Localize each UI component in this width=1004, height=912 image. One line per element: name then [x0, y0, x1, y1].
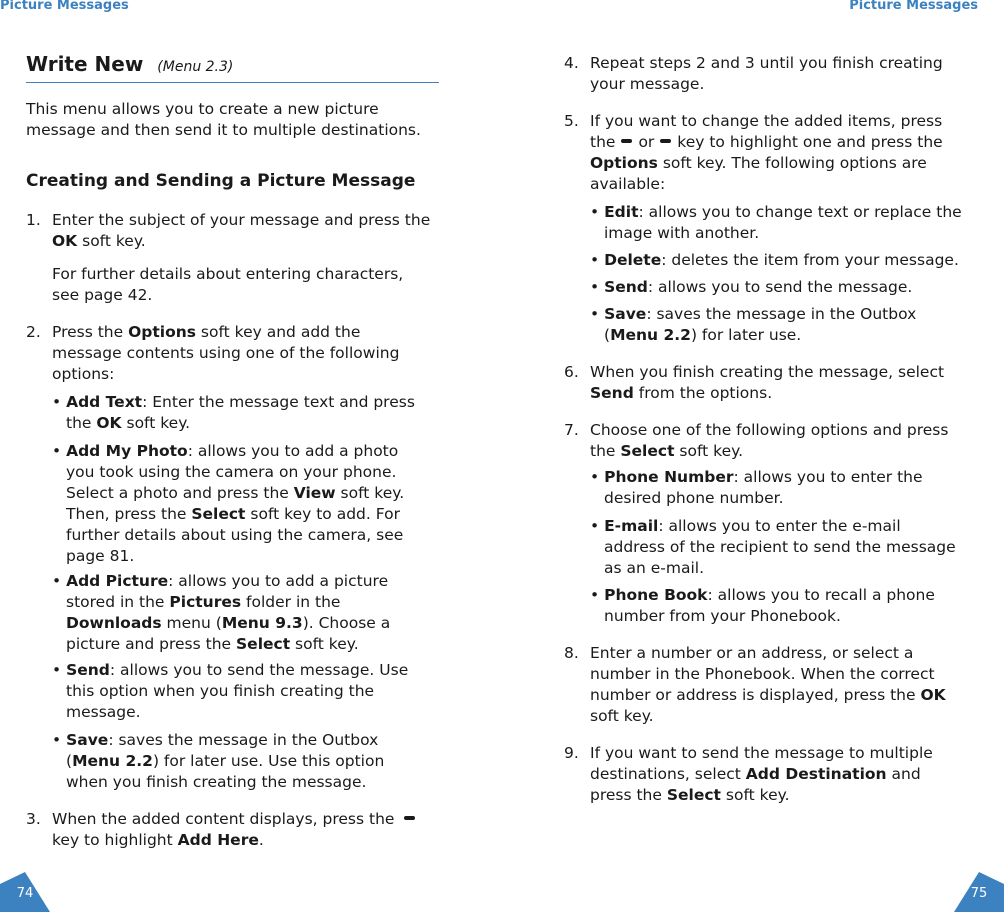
running-header: Picture Messages	[849, 0, 978, 13]
step-number: 2.	[26, 323, 41, 341]
page-number: 74	[16, 886, 34, 901]
nav-key-icon	[404, 816, 415, 820]
bullet-add-picture: • Add Picture: allows you to add a picture stored in the Pictures folder in the Downloads menu (Menu 9.3). Choose a picture and press the Select soft key.	[52, 572, 391, 653]
step-4: Repeat steps 2 and 3 until you finish creating your message.	[590, 54, 943, 93]
step-7: Choose one of the following options and press the Select soft key.	[590, 421, 949, 460]
bullet-save: • Save: saves the message in the Outbox (Menu 2.2) for later use. Use this option when you finish creating the message.	[52, 731, 385, 791]
step-2: Press the Options soft key and add the message contents using one of the following options:	[52, 323, 400, 383]
right-page	[502, 0, 1004, 912]
step-number: 7.	[564, 421, 579, 439]
bullet-add-text: • Add Text: Enter the message text and press the OK soft key.	[52, 393, 415, 432]
step-8: Enter a number or an address, or select a number in the Phonebook. When the correct number or address is displayed, press the OK soft key.	[590, 644, 946, 725]
option-delete: • Delete: deletes the item from your message.	[590, 251, 959, 269]
step-number: 3.	[26, 810, 41, 828]
step-number: 8.	[564, 644, 579, 662]
page-number-tab	[0, 872, 50, 912]
step-number: 4.	[564, 54, 579, 72]
option-phone-book: • Phone Book: allows you to recall a phone number from your Phonebook.	[590, 586, 935, 625]
option-send: • Send: allows you to send the message.	[590, 278, 913, 296]
option-edit: • Edit: allows you to change text or replace the image with another.	[590, 203, 962, 242]
step-5: If you want to change the added items, press the or key to highlight one and press the Options soft key. The following options are available:	[590, 112, 943, 193]
section-menu-ref: (Menu 2.3)	[157, 59, 234, 75]
running-header: Picture Messages	[0, 0, 129, 13]
nav-up-key-icon	[621, 139, 632, 143]
page-number-tab	[954, 872, 1004, 912]
bullet-send: • Send: allows you to send the message. Use this option when you finish creating the message.	[52, 661, 409, 721]
step-6: When you finish creating the message, select Send from the options.	[590, 363, 945, 402]
step-3: When the added content displays, press the key to highlight Add Here.	[52, 809, 452, 851]
subheading: Creating and Sending a Picture Message	[26, 171, 416, 191]
step-9: If you want to send the message to multiple destinations, select Add Destination and press the Select soft key.	[590, 744, 933, 804]
option-save: • Save: saves the message in the Outbox (Menu 2.2) for later use.	[590, 305, 917, 344]
nav-down-key-icon	[660, 139, 671, 143]
option-email: • E-mail: allows you to enter the e-mail address of the recipient to send the message as an e-mail.	[590, 517, 956, 577]
step-1-note: For further details about entering characters, see page 42.	[52, 265, 404, 304]
step-number: 5.	[564, 112, 579, 130]
intro-paragraph: This menu allows you to create a new picture message and then send it to multiple destinations.	[26, 100, 421, 139]
step-number: 1.	[26, 211, 41, 229]
step-number: 9.	[564, 744, 579, 762]
bullet-add-my-photo: • Add My Photo: allows you to add a photo you took using the camera on your phone. Select a photo and press the View soft key. Then, press the Select soft key to add. For further details about using the camera, see page 81.	[52, 442, 405, 565]
section-title	[26, 52, 439, 83]
page-number: 75	[970, 886, 988, 901]
option-phone-number: • Phone Number: allows you to enter the desired phone number.	[590, 468, 923, 507]
step-1: Enter the subject of your message and press the OK soft key.	[52, 211, 431, 250]
section-title-text: Write New	[26, 52, 144, 76]
step-number: 6.	[564, 363, 579, 381]
